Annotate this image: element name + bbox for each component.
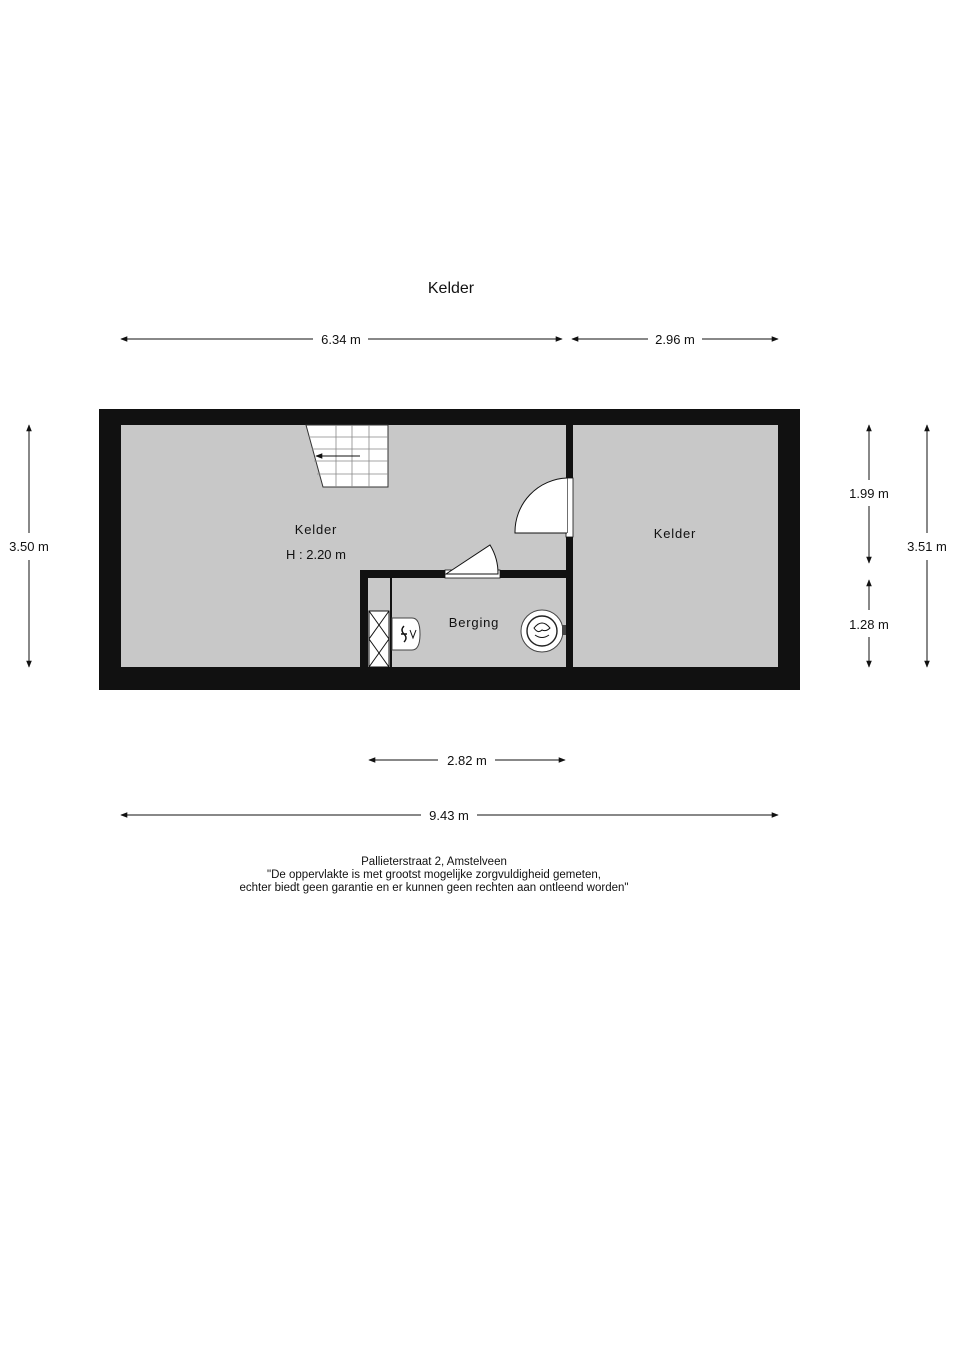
boiler-icon bbox=[392, 618, 420, 650]
room-label-berging: Berging bbox=[448, 615, 500, 630]
room-height-label: H : 2.20 m bbox=[286, 547, 346, 562]
dimension-right-lower bbox=[849, 580, 889, 667]
dimension-label: 1.28 m bbox=[849, 617, 889, 632]
floor-kelder-right bbox=[573, 425, 778, 667]
dimension-label: 2.96 m bbox=[655, 332, 695, 347]
address-text: Pallieterstraat 2, Amstelveen bbox=[361, 856, 507, 868]
room-label-kelder-right: Kelder bbox=[653, 526, 697, 541]
meter-cupboard bbox=[369, 611, 389, 667]
dimension-top-left bbox=[121, 332, 562, 347]
plan-title: Kelder bbox=[427, 280, 475, 297]
dimension-label: 1.99 m bbox=[849, 486, 889, 501]
interior-wall bbox=[360, 570, 368, 670]
dimension-label: 9.43 m bbox=[429, 808, 469, 823]
dimension-right-total bbox=[907, 425, 947, 667]
room-label-kelder-main: Kelder bbox=[294, 522, 338, 537]
dimension-top-right bbox=[572, 332, 778, 347]
dimension-label: 2.82 m bbox=[447, 753, 487, 768]
dimension-right-upper bbox=[849, 425, 889, 563]
disclaimer-line-2: echter biedt geen garantie en er kunnen geen rechten aan ontleend worden" bbox=[239, 882, 629, 894]
dimension-label: 3.51 m bbox=[907, 539, 947, 554]
dimension-bottom-inner bbox=[369, 753, 565, 768]
interior-wall bbox=[566, 425, 573, 670]
dimension-left bbox=[9, 425, 49, 667]
disclaimer-line-1: "De oppervlakte is met grootst mogelijke zorgvuldigheid gemeten, bbox=[267, 869, 601, 881]
dimension-bottom-total bbox=[121, 808, 778, 823]
dimension-label: 6.34 m bbox=[321, 332, 361, 347]
dimension-label: 3.50 m bbox=[9, 539, 49, 554]
